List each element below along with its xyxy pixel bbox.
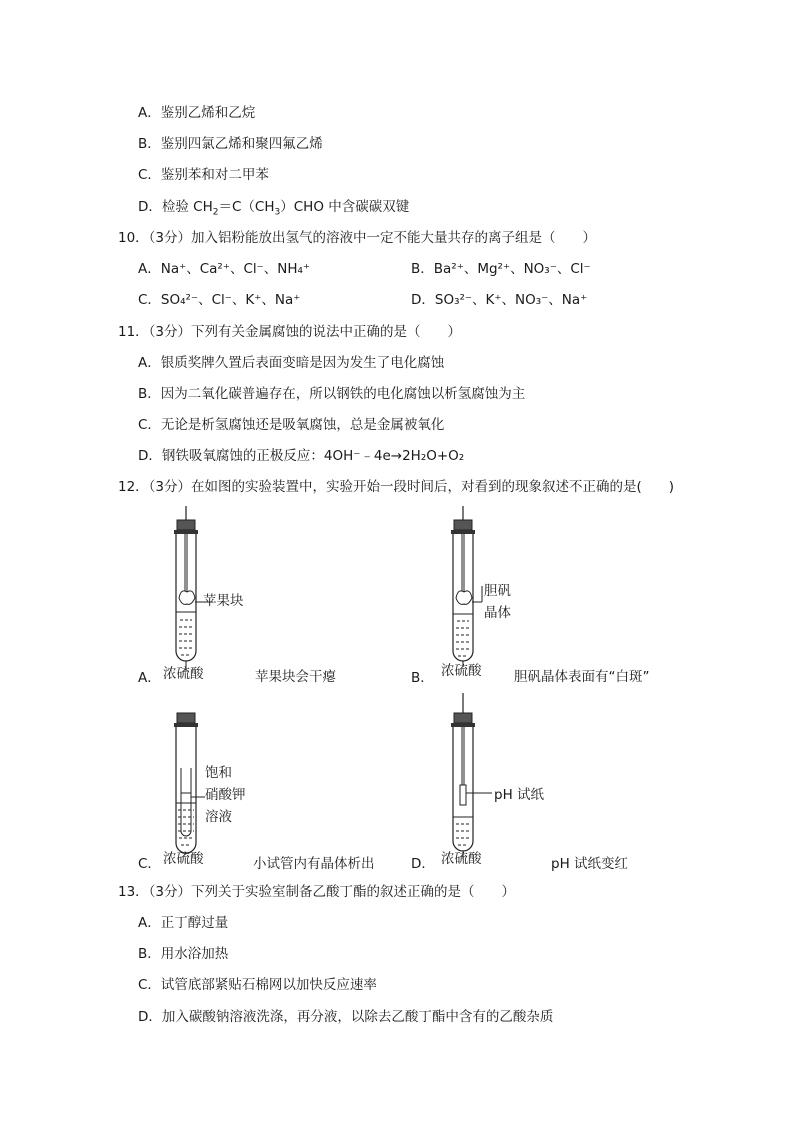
figure-d-ph-paper-tube xyxy=(442,693,502,863)
figure-a-apple-tube xyxy=(165,506,225,676)
q9-d-part3: ）CHO 中含碳碳双键 xyxy=(280,199,410,215)
q11-option-d: D．钢铁吸氧腐蚀的正极反应：4OH⁻﹣4e→2H₂O+O₂ xyxy=(138,448,465,464)
q10-option-a: A．Na⁺、Ca²⁺、Cl⁻、NH₄⁺ xyxy=(138,261,311,277)
figure-a-result: 苹果块会干瘪 xyxy=(255,669,336,685)
figure-b-option: B． xyxy=(411,670,434,686)
q9-d-part2: ＝C（CH xyxy=(218,199,275,215)
q9-option-d xyxy=(138,198,409,216)
q11-stem: 11．（3分）下列有关金属腐蚀的说法中正确的是（ ） xyxy=(118,324,462,340)
q13-stem: 13．（3分）下列关于实验室制备乙酸丁酯的叙述正确的是（ ） xyxy=(118,884,516,900)
figure-c-object-label-3: 溶液 xyxy=(205,809,232,825)
q9-option-c: C．鉴别苯和对二甲苯 xyxy=(138,167,269,183)
q9-option-a: A．鉴别乙烯和乙烷 xyxy=(138,105,256,121)
q10-option-c: C．SO₄²⁻、Cl⁻、K⁺、Na⁺ xyxy=(138,292,301,308)
q13-option-a: A．正丁醇过量 xyxy=(138,915,229,931)
figure-b-result: 胆矾晶体表面有“白斑” xyxy=(514,669,650,685)
q11-option-b: B．因为二氧化碳普遍存在，所以钢铁的电化腐蚀以析氢腐蚀为主 xyxy=(138,386,526,402)
q10-stem: 10．（3分）加入铝粉能放出氢气的溶液中一定不能大量共存的离子组是（ ） xyxy=(118,230,597,246)
q13-option-c: C．试管底部紧贴石棉网以加快反应速率 xyxy=(138,977,377,993)
figure-c-liquid-label: 浓硫酸 xyxy=(163,851,204,867)
q10-option-d: D．SO₃²⁻、K⁺、NO₃⁻、Na⁺ xyxy=(411,292,588,308)
q9-d-part1: D．检验 CH xyxy=(138,199,213,215)
q11-option-c: C．无论是析氢腐蚀还是吸氧腐蚀，总是金属被氧化 xyxy=(138,417,445,433)
figure-c-object-label-2: 硝酸钾 xyxy=(205,787,246,803)
figure-a-object-label: 苹果块 xyxy=(203,593,244,609)
figure-b-liquid-label: 浓硫酸 xyxy=(441,663,482,679)
q13-option-b: B．用水浴加热 xyxy=(138,946,229,962)
figure-c-option: C． xyxy=(138,856,161,872)
figure-d-option: D． xyxy=(411,856,435,872)
q9-option-b: B．鉴别四氯乙烯和聚四氟乙烯 xyxy=(138,136,323,152)
figure-a-option: A． xyxy=(138,670,161,686)
figure-d-object-label: pH 试纸 xyxy=(494,787,545,803)
q9-d-sub2: 3 xyxy=(274,207,281,218)
figure-b-object-label-2: 晶体 xyxy=(484,605,511,621)
q11-option-a: A．银质奖牌久置后表面变暗是因为发生了电化腐蚀 xyxy=(138,355,445,371)
figure-a-liquid-label: 浓硫酸 xyxy=(163,666,204,682)
q13-option-d: D．加入碳酸钠溶液洗涤，再分液，以除去乙酸丁酯中含有的乙酸杂质 xyxy=(138,1009,554,1025)
figure-d-result: pH 试纸变红 xyxy=(551,856,629,872)
q10-option-b: B．Ba²⁺、Mg²⁺、NO₃⁻、Cl⁻ xyxy=(411,261,591,277)
figure-b-object-label-1: 胆矾 xyxy=(484,583,511,599)
q9-d-sub1: 2 xyxy=(212,207,219,218)
figure-c-result: 小试管内有晶体析出 xyxy=(253,856,375,872)
q12-stem: 12．（3分）在如图的实验装置中，实验开始一段时间后，对看到的现象叙述不正确的是( ) xyxy=(118,479,675,495)
figure-c-object-label-1: 饱和 xyxy=(205,765,232,781)
figure-d-liquid-label: 浓硫酸 xyxy=(441,851,482,867)
